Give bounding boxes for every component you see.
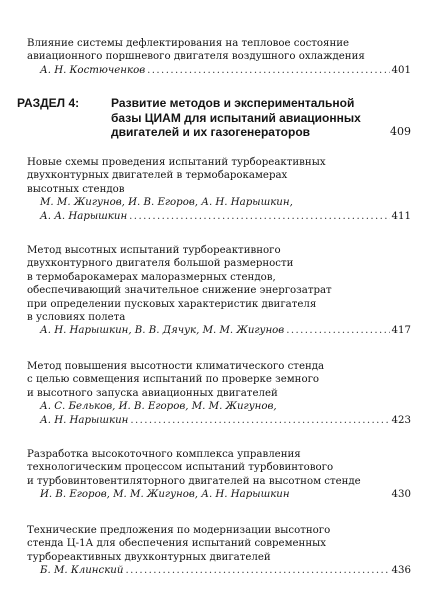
entry-title-line: Технические предложения по модернизации высотного	[27, 525, 331, 536]
entry-authors: А. Н. Нарышкин	[40, 414, 129, 426]
section-title-line: двигателей и их газогенераторов	[111, 125, 311, 139]
entry-page-number: 411	[391, 210, 411, 222]
entry-authors: А. Н. Костюченков	[40, 64, 146, 76]
entry-title-line: высотных стендов	[27, 183, 125, 195]
dot-leader	[286, 324, 389, 337]
entry-title-line: стенда Ц-1А для обеспечения испытаний современных	[27, 538, 326, 550]
toc-entry-6	[27, 524, 411, 578]
entry-leader-line	[27, 324, 411, 337]
entry-title-line: Новые схемы проведения испытаний турбореактивных	[27, 157, 326, 168]
entry-authors: А. Н. Нарышкин, В. В. Дячук, М. М. Жигунов	[40, 325, 285, 337]
entry-leader-line	[27, 414, 411, 427]
entry-title-line: при определении пусковых характеристик двигателя	[27, 298, 317, 310]
toc-entry-4	[27, 360, 411, 427]
entry-page-number: 436	[391, 565, 411, 577]
entry-title-line: в термобарокамерах малоразмерных стендов,	[27, 271, 276, 283]
entry-title-line: и турбовинтовентиляторного двигателей на высотном стенде	[27, 475, 361, 487]
entry-leader-line	[27, 564, 411, 577]
entry-leader-line	[27, 64, 411, 77]
section-title-line: Развитие методов и экспериментальной	[111, 96, 355, 110]
toc-entry-5	[27, 448, 411, 502]
entry-title-line: с целью совмещения испытаний по проверке земного	[27, 374, 320, 386]
entry-title-line: двухконтурных двигателей в термобарокамерах	[27, 170, 288, 182]
entry-authors: Б. М. Клинский	[40, 565, 124, 577]
entry-title-line: и высотного запуска авиационных двигателей	[27, 387, 278, 399]
entry-page-number: 430	[391, 489, 411, 501]
section-title	[111, 96, 361, 140]
entry-title-line: Разработка высокоточного комплекса управления	[27, 449, 301, 460]
entry-title-line: обеспечивающий значительное снижение энергозатрат	[27, 285, 332, 297]
entry-leader-line	[27, 210, 411, 223]
dot-leader	[147, 64, 389, 77]
toc-entry-2	[27, 156, 411, 223]
entry-authors: А. С. Бельков, И. В. Егоров, М. М. Жигунов,	[40, 401, 277, 413]
entry-title-line: двухконтурного двигателя большой размерности	[27, 258, 294, 270]
entry-title-line: Метод повышения высотности климатического стенда	[27, 361, 325, 372]
entry-title-line: в условиях полета	[27, 312, 126, 324]
section-label: РАЗДЕЛ 4:	[17, 96, 80, 110]
entry-page-number: 417	[391, 325, 411, 337]
toc-entry-1	[27, 37, 411, 77]
entry-page-number: 401	[391, 64, 411, 76]
entry-authors: И. В. Егоров, М. М. Жигунов, А. Н. Нарышкин	[40, 489, 290, 501]
section-page-number: 409	[390, 125, 411, 138]
entry-title-line: авиационного поршневого двигателя воздушного охлаждения	[27, 51, 365, 63]
section-title-line: базы ЦИАМ для испытаний авиационных	[111, 110, 361, 125]
entry-title-line: Метод высотных испытаний турбореактивного	[27, 245, 281, 256]
entry-authors: М. М. Жигунов, И. В. Егоров, А. Н. Нарышкин,	[40, 197, 293, 209]
dot-leader	[130, 414, 389, 427]
entry-title-line: Влияние системы дефлектирования на тепловое состояние	[27, 38, 350, 49]
entry-title-line: технологическим процессом испытаний турбовинтового	[27, 462, 334, 474]
entry-title-line: турбореактивных двухконтурных двигателей	[27, 551, 271, 563]
entry-leader-line	[27, 488, 411, 501]
dot-leader	[129, 210, 389, 223]
entry-page-number: 423	[391, 414, 411, 426]
dot-leader	[125, 564, 389, 577]
toc-entry-3	[27, 244, 411, 338]
entry-authors: А. А. Нарышкин	[40, 210, 128, 222]
